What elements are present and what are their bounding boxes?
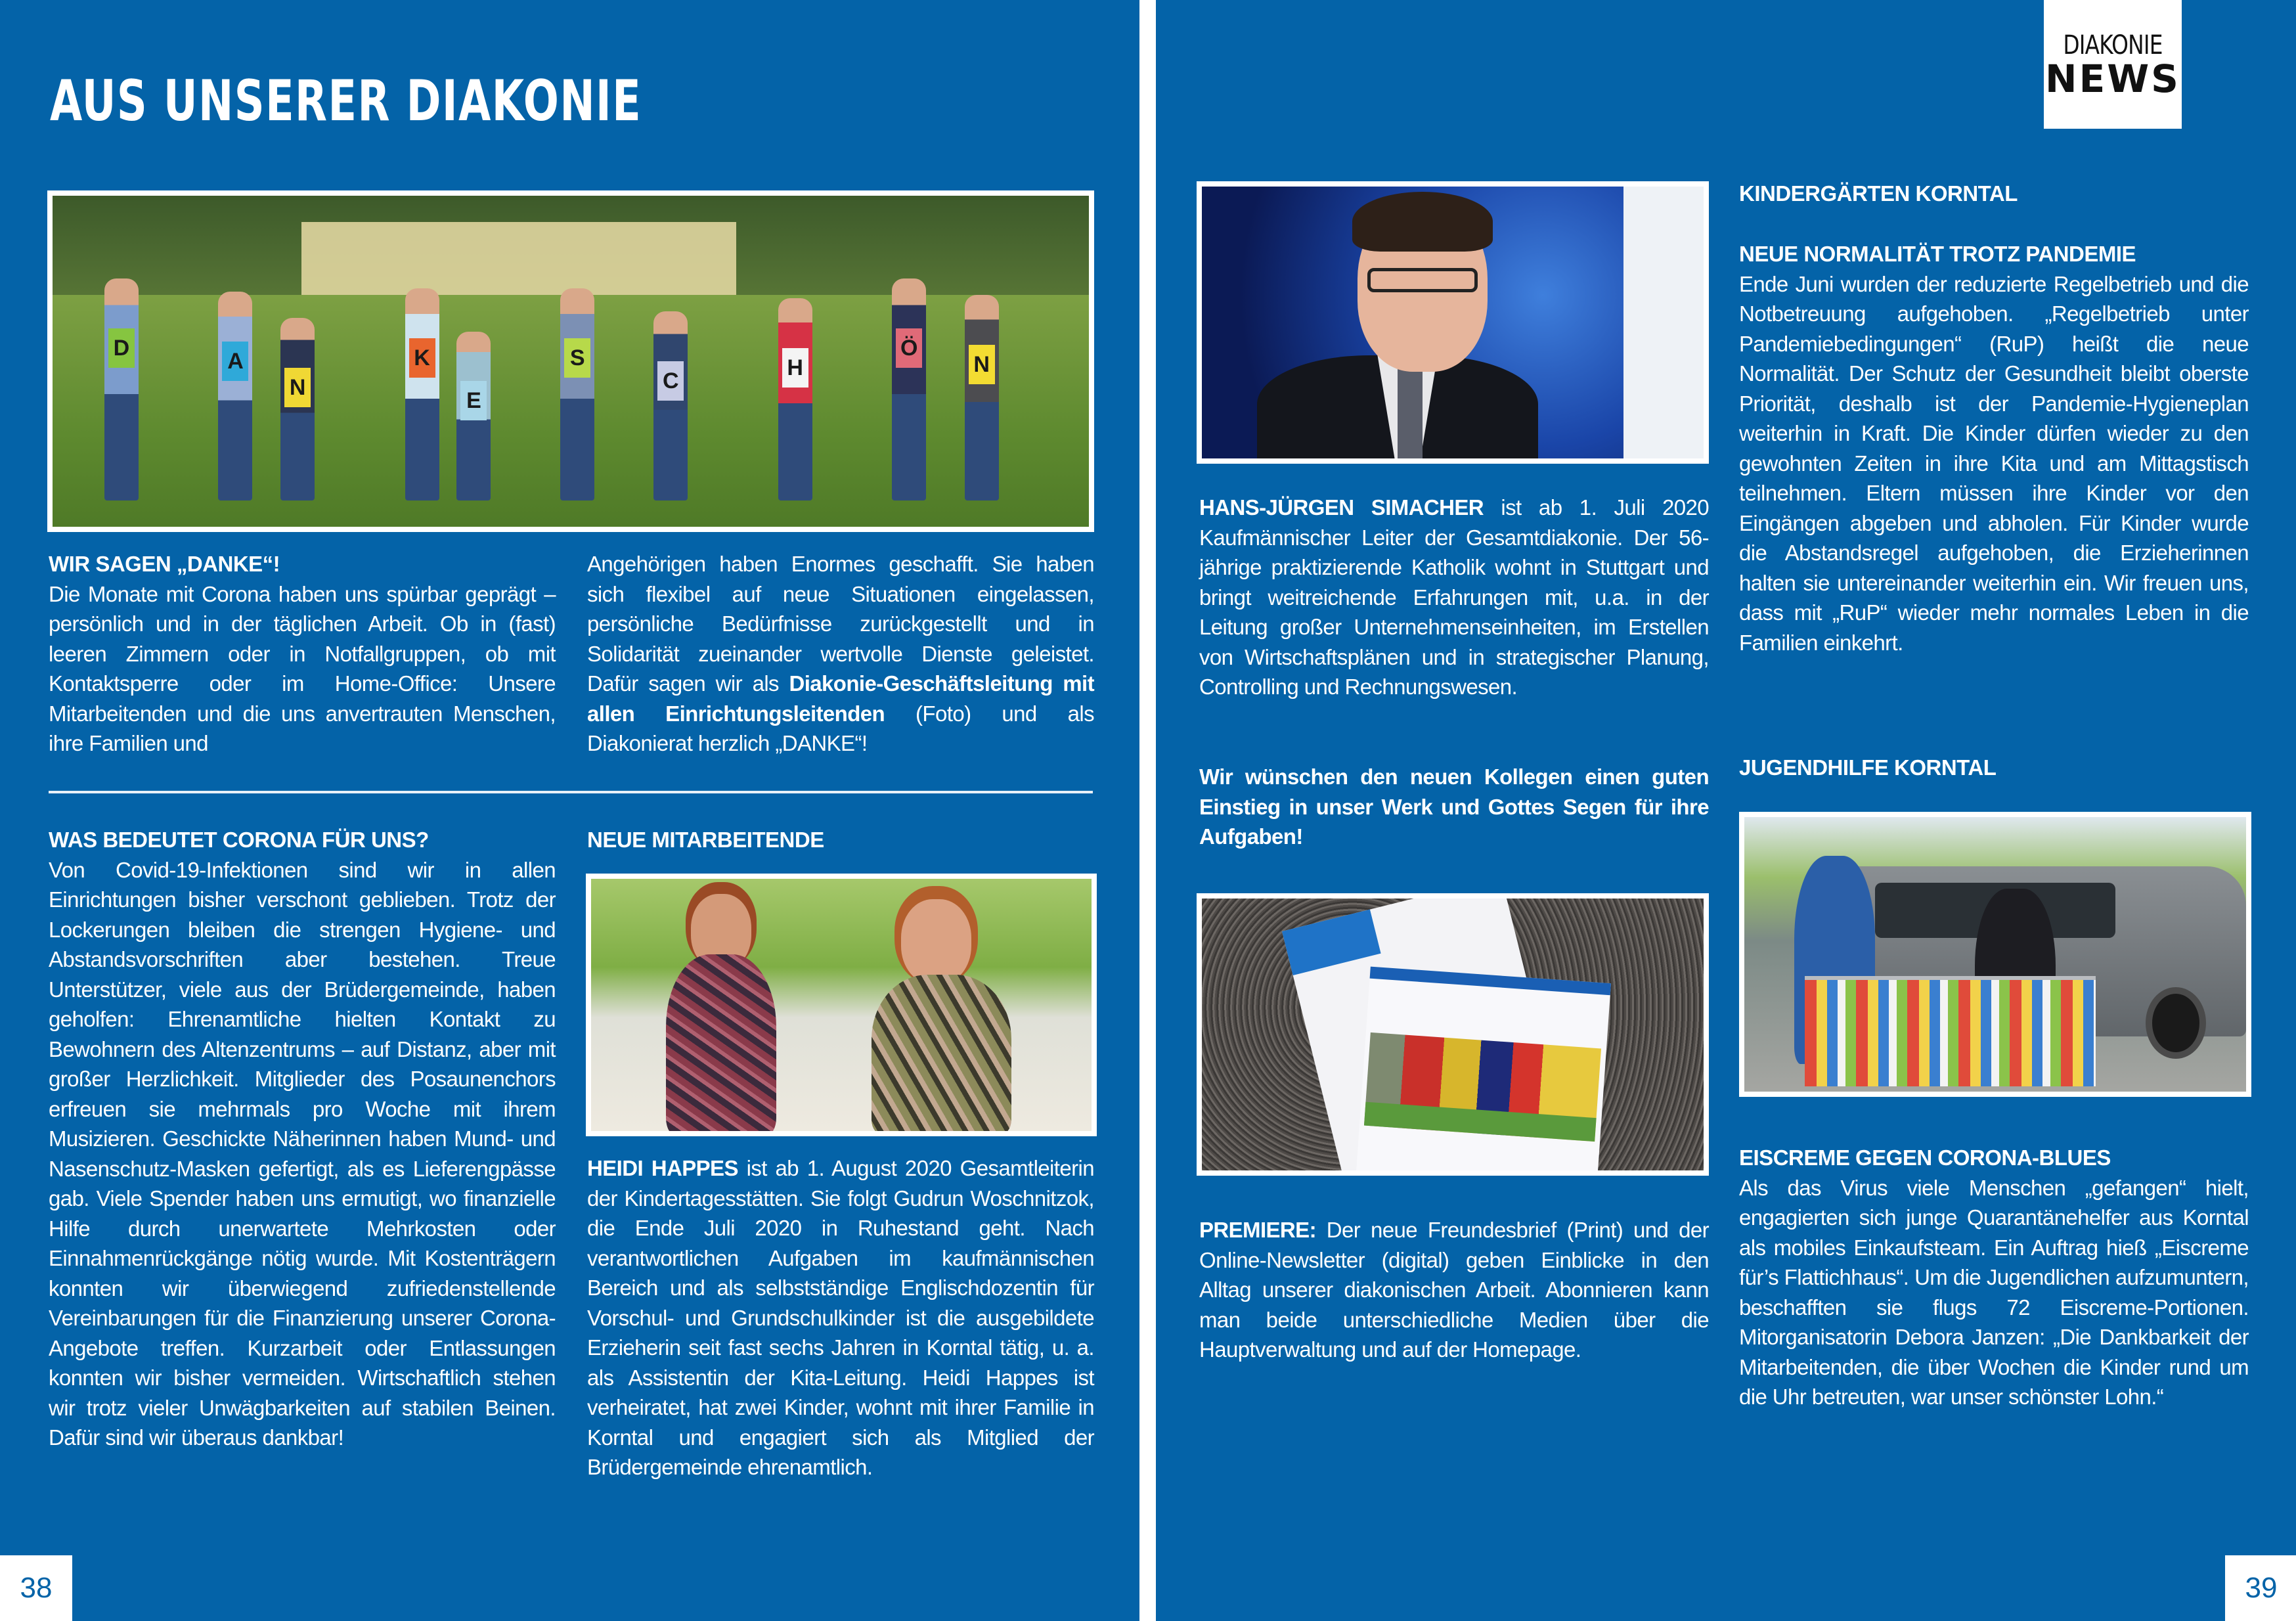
person-8 [778, 298, 812, 500]
badge-line-1: DIAKONIE [2063, 30, 2163, 60]
person-4 [405, 288, 439, 500]
danke-body-col2-start: Angehörigen haben Enormes geschafft. Sie haben sich flexibel auf neue Situationen eingelassen, persönliche Bedürfnisse zurückgestellt und in Solidarität zueinander wertvolle Dienste geleistet. Dafür sagen wir als [587, 552, 1094, 696]
heidi-body: ist ab 1. August 2020 Gesamtleiterin der Kindertagesstätten. Sie folgt Gudrun Woschnitzok, die Ende Juli 2020 in Ruhestand geht. Nach verantwortlichen Aufgaben im kaufmännischen Bereich und als selbstständige Englischdozentin für Vorschul- und Grundschulkinder ist die ausgebildete Erzieherin seit fast sechs Jahren in Korntal tätig, u. a. als Assistentin der Kita-Leitung. Heidi Happes ist verheiratet, hat zwei Kinder, wohnt mit ihrer Familie in Korntal und engagiert sich als Mitglied der Brüdergemeinde ehrenamtlich. [587, 1156, 1094, 1479]
corona-body: Von Covid-19-Infektionen sind wir in allen Einrichtungen bisher verschont geblieben. Trotz der Lockerungen bleiben die strengen Hygiene- und Abstandsvorschriften aber bestehen. Treue Unterstützer, viele aus der Brüdergemeinde, haben geholfen: Ehrenamtliche hielten Kontakt zu Bewohnern des Altenzentrums – auf Distanz, aber mit großer Herzlichkeit. Mitglieder des Posaunenchors erfreuen sie mehrmals pro Woche mit ihrem Musizieren. Geschickte Näherinnen haben Mund- und Nasenschutz-Masken gefertigt, als es Lieferengpässe gab. Viele Spender haben uns ermutigt, wo finanzielle Hilfe durch unerwartete Mehrkosten oder Einnahmenrückgänge nötig wurde. Mit Kostenträgern konnten wir überwiegend zufriedenstellende Vereinbarungen für die Finanzierung unserer Corona-Angebote treffen. Kurzarbeit oder Entlassungen konnten wir bisher vermeiden. Wirtschaftlich stehen wir trotz vieler Unwägbarkeiten auf stabilen Beinen. Dafür sind wir überaus dankbar! [49, 857, 556, 1450]
building-background [301, 222, 737, 295]
name-simacher: HANS-JÜRGEN SIMACHER [1199, 495, 1484, 520]
article-heidi-happes [587, 1153, 1094, 1482]
photo-newsletter [1197, 893, 1709, 1176]
letter-sign: E [460, 381, 487, 420]
tie [1398, 366, 1423, 458]
photo-shopping-team [1739, 812, 2251, 1097]
heading-corona: WAS BEDEUTET CORONA FÜR UNS? [49, 828, 429, 852]
group-photo-danke [47, 190, 1094, 532]
photo-new-staff [586, 874, 1097, 1136]
person-10 [965, 295, 999, 500]
danke-body-col1: Die Monate mit Corona haben uns spürbar geprägt – persönlich und in der täglichen Arbeit. Ob in (fast) leeren Zimmern oder in Notfallgruppen, ob mit Kontaktsperre oder im Home-Office: Unsere Mitarbeitenden und die uns anvertrauten Menschen, ihre Familien und [49, 581, 556, 755]
diakonie-news-badge [2044, 0, 2182, 129]
letter-sign: K [409, 338, 435, 378]
person-1 [104, 278, 139, 500]
article-simacher [1199, 493, 1709, 702]
person-2 [218, 292, 252, 500]
letter-sign: C [657, 361, 684, 401]
heading-neue-normalitaet: NEUE NORMALITÄT TROTZ PANDEMIE [1739, 242, 2136, 266]
wall [1623, 187, 1704, 458]
jugendhilfe-body: Als das Virus viele Menschen „gefangen“ hielt, engagierten sich junge Quarantänehelfer aus Korntal als mobiles Einkaufsteam. Ein Auftrag hieß „Eiscreme für’s Flattichhaus“. Um die Jugendlichen aufzumuntern, beschafften sie flugs 72 Eiscreme-Portionen. Mitorganisatorin Debora Janzen: „Die Dankbarkeit der Mitarbeitenden, die über Wochen die Kinder rund um die Uhr betreuten, war unser schönster Lohn.“ [1739, 1175, 2249, 1409]
page-number-left [0, 1555, 72, 1621]
person-6 [560, 288, 594, 500]
hair [1352, 192, 1493, 252]
letter-sign: N [284, 368, 311, 407]
heading-danke: WIR SAGEN „DANKE“! [49, 552, 280, 576]
van-wheel [2146, 987, 2206, 1059]
heading-neue-mitarbeitende: NEUE MITARBEITENDE [587, 828, 824, 852]
article-premiere [1199, 1215, 1709, 1365]
article-jugendhilfe [1739, 1143, 2249, 1412]
danke-body-col2-bold: Diakonie-Geschäftsleitung mit allen Einrichtungsleitenden [587, 671, 1094, 726]
danke-body-col2-end: (Foto) und als Diakonierat herzlich „DANKE“! [587, 701, 1095, 755]
shopping-cart [1805, 976, 2096, 1086]
letter-sign: H [782, 348, 808, 388]
page-number-left-text: 38 [20, 1572, 53, 1604]
page-number-right [2225, 1555, 2296, 1621]
portrait-photo-simacher [1197, 181, 1709, 464]
page-number-right-text: 39 [2245, 1572, 2278, 1604]
wish-text [1199, 762, 1709, 852]
letter-sign: Ö [896, 328, 922, 368]
kindergaerten-body: Ende Juni wurden der reduzierte Regelbetrieb und die Notbetreuung aufgehoben. „Regelbetrieb unter Pandemiebedingungen“ (RuP) heißt die neue Normalität. Der Schutz der Gesundheit bleibt oberste Priorität, deshalb ist der Pandemie-Hygieneplan weiterhin in Kraft. Die Kinder dürfen wieder zu den gewohnten Zeiten in ihre Kita und am Mittagstisch teilnehmen. Eltern müssen ihre Kinder vor den Eingängen abgeben und abholen. Für Kinder wurde die Abstandsregel aufgehoben, die Erzieherinnen halten sie untereinander weiterhin ein. Wir freuen uns, dass mit „RuP“ wieder mehr normales Leben in die Familien einkehrt. [1739, 271, 2249, 655]
article-danke-col2 [587, 549, 1094, 759]
section-kindergaerten: KINDERGÄRTEN KORNTAL [1739, 181, 2018, 206]
letter-sign: A [222, 342, 248, 381]
newsletter-page [1354, 967, 1611, 1170]
person-right-top [872, 975, 1011, 1131]
person-3 [280, 318, 315, 500]
glasses [1367, 268, 1478, 292]
wish-body: Wir wünschen den neuen Kollegen einen guten Einstieg in unser Werk und Gottes Segen für ihre Aufgaben! [1199, 765, 1709, 849]
heading-eiscreme: EISCREME GEGEN CORONA-BLUES [1739, 1145, 2111, 1170]
article-danke-col1 [49, 549, 556, 759]
section-divider [49, 791, 1093, 793]
article-corona [49, 825, 556, 1453]
simacher-body: ist ab 1. Juli 2020 Kaufmännischer Leiter der Gesamtdiakonie. Der 56-jährige praktizierende Katholik wohnt in Stuttgart und bringt weitreichende Erfahrungen mit, u.a. in der Leitung großer Unternehmenseinheiten, im Erstellen von Wirtschaftsplänen und in strategischer Planung, Controlling und Rechnungswesen. [1199, 495, 1709, 699]
letter-sign: N [969, 345, 995, 384]
letter-sign: S [564, 338, 590, 378]
section-jugendhilfe: JUGENDHILFE KORNTAL [1739, 755, 1997, 780]
person-right [901, 899, 971, 985]
article-kindergaerten [1739, 239, 2249, 657]
badge-line-2: NEWS [2045, 56, 2180, 101]
letter-sign: D [108, 328, 135, 368]
person-7 [653, 311, 688, 500]
person-left-dress [666, 954, 776, 1131]
premiere-body: Der neue Freundesbrief (Print) und der Online-Newsletter (digital) geben Einblicke in den Alltag unserer diakonischen Arbeit. Abonnieren kann man beide unterschiedliche Medien über die Hauptverwaltung und auf der Homepage. [1199, 1218, 1709, 1362]
name-heidi-happes: HEIDI HAPPES [587, 1156, 738, 1180]
person-9 [892, 278, 926, 500]
premiere-label: PREMIERE: [1199, 1218, 1316, 1242]
section-title: AUS UNSERER DIAKONIE [50, 68, 642, 134]
